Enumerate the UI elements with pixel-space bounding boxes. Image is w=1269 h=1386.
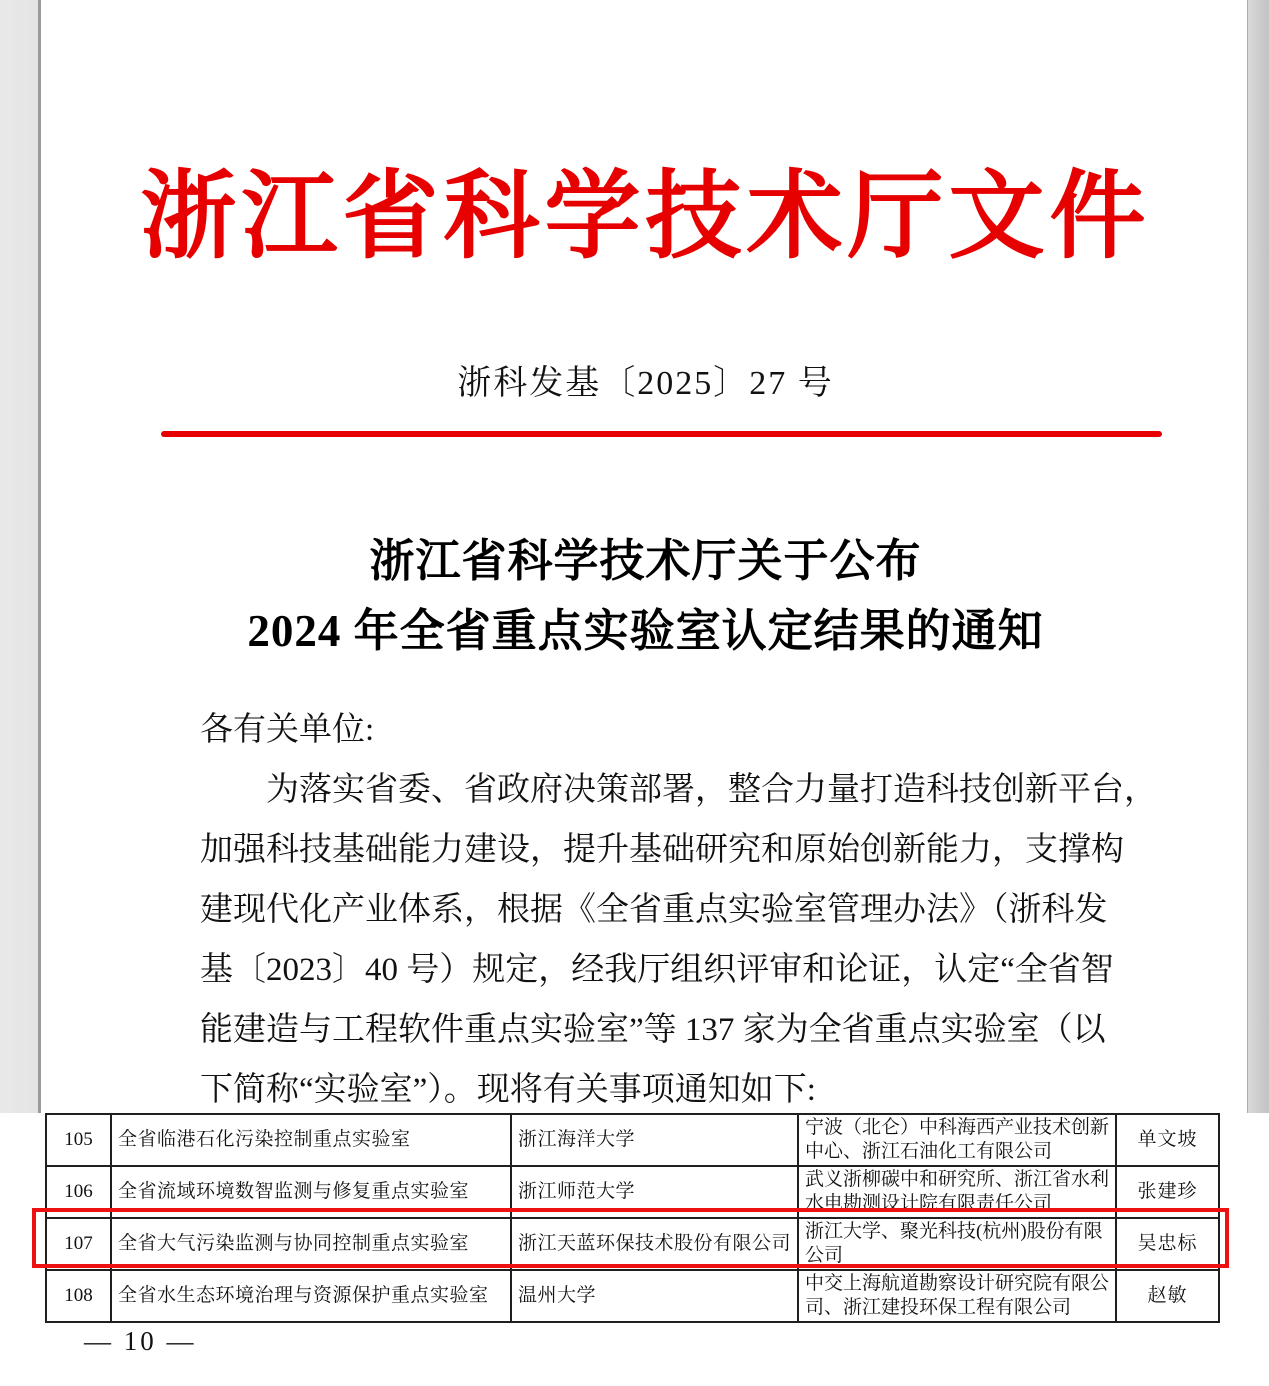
partners-cell: 浙江大学、聚光科技(杭州)股份有限公司: [798, 1218, 1116, 1270]
lab-name-cell: 全省水生态环境治理与资源保护重点实验室: [111, 1270, 511, 1322]
lab-list-table-section: [0, 1113, 1269, 1386]
row-number-cell: 108: [46, 1270, 111, 1322]
body-line: 下简称“实验室”）。现将有关事项通知如下:: [200, 1072, 816, 1108]
partners-cell: 武义浙柳碳中和研究所、浙江省水利水电勘测设计院有限责任公司: [798, 1166, 1116, 1218]
body-line: 能建造与工程软件重点实验室”等 137 家为全省重点实验室（以: [200, 1012, 1106, 1048]
notice-title-line-2: 2024 年全省重点实验室认定结果的通知: [247, 606, 1044, 656]
table-row-highlighted: [46, 1218, 1219, 1270]
row-number-cell: 105: [46, 1114, 111, 1166]
salutation: 各有关单位:: [200, 712, 375, 748]
red-divider-rule: [161, 431, 1162, 437]
lab-name-cell: 全省大气污染监测与协同控制重点实验室: [111, 1218, 511, 1270]
document-body: [200, 700, 1157, 1120]
row-number-cell: 107: [46, 1218, 111, 1270]
institution-cell: 浙江海洋大学: [511, 1114, 798, 1166]
page-number: — 10 —: [84, 1326, 197, 1356]
institution-cell: 温州大学: [511, 1270, 798, 1322]
partners-cell: 中交上海航道勘察设计研究院有限公司、浙江建投环保工程有限公司: [798, 1270, 1116, 1322]
body-line: 为落实省委、省政府决策部署，整合力量打造科技创新平台，: [266, 772, 1157, 808]
institution-cell: 浙江师范大学: [511, 1166, 798, 1218]
institution-cell: 浙江天蓝环保技术股份有限公司: [511, 1218, 798, 1270]
document-number: 浙科发基〔2025〕27 号: [457, 365, 834, 402]
document-title: 浙江省科学技术厅文件: [140, 163, 1151, 270]
table-row: [46, 1166, 1219, 1218]
body-line: 基〔2023〕40 号）规定，经我厅组织评审和论证，认定“全省智: [200, 952, 1114, 988]
table-row: [46, 1270, 1219, 1322]
leader-cell: 赵敏: [1116, 1270, 1219, 1322]
row-number-cell: 106: [46, 1166, 111, 1218]
table-row: [46, 1114, 1219, 1166]
leader-cell: 单文坡: [1116, 1114, 1219, 1166]
notice-title-line-1: 浙江省科学技术厅关于公布: [369, 536, 922, 586]
leader-cell: 张建珍: [1116, 1166, 1219, 1218]
body-line: 建现代化产业体系，根据《全省重点实验室管理办法》（浙科发: [200, 892, 1108, 928]
lab-name-cell: 全省临港石化污染控制重点实验室: [111, 1114, 511, 1166]
leader-cell: 吴忠标: [1116, 1218, 1219, 1270]
results-table: [45, 1113, 1220, 1323]
partners-cell: 宁波（北仑）中科海西产业技术创新中心、浙江石油化工有限公司: [798, 1114, 1116, 1166]
lab-name-cell: 全省流域环境数智监测与修复重点实验室: [111, 1166, 511, 1218]
body-line: 加强科技基础能力建设，提升基础研究和原始创新能力，支撑构: [200, 832, 1124, 868]
page-edge-left: [0, 0, 41, 1113]
page-edge-right: [1247, 0, 1269, 1113]
